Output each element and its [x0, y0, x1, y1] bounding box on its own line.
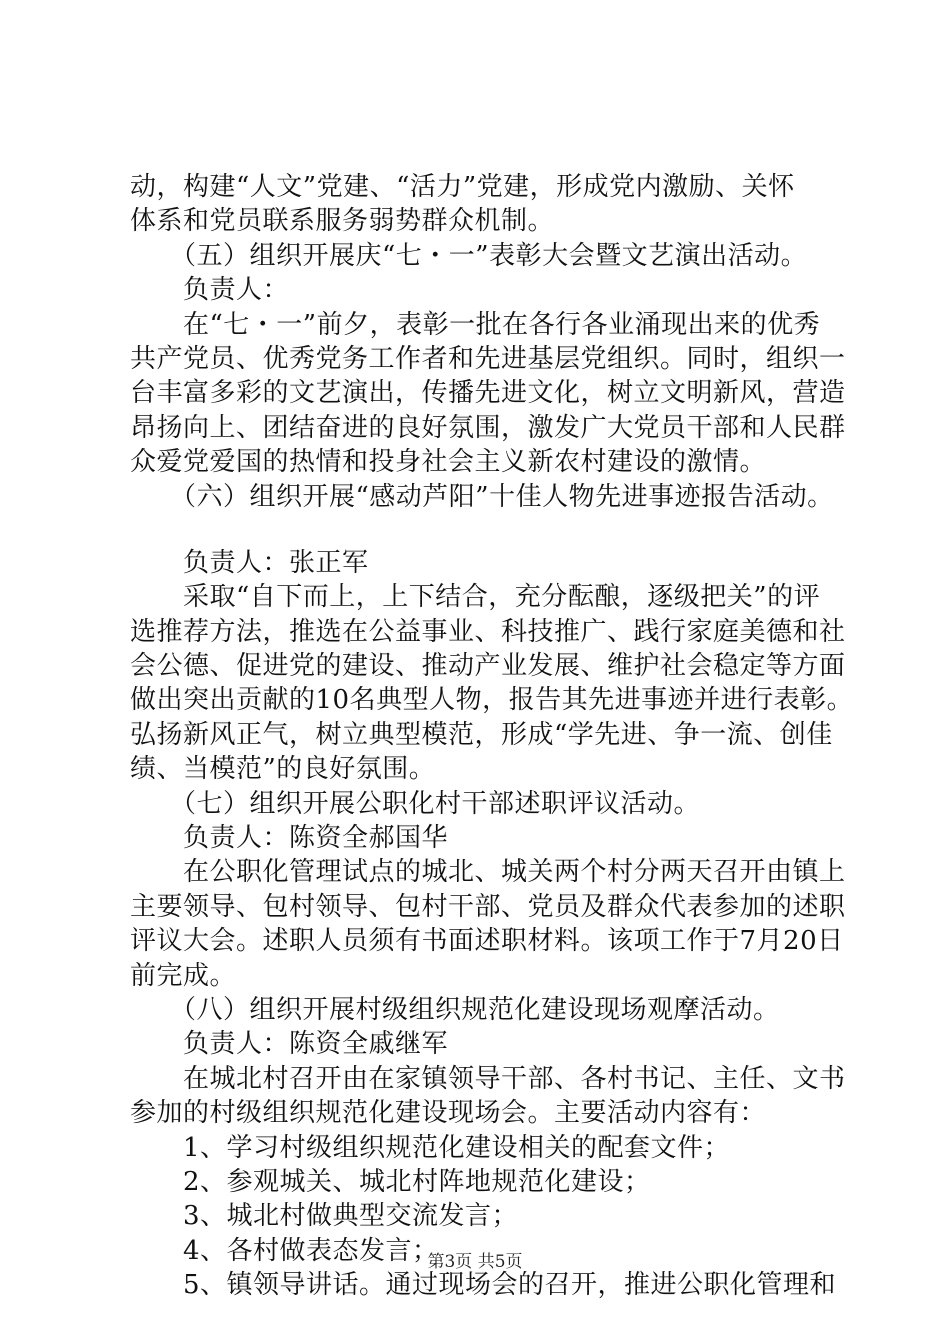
text-line: 主要领导、包村领导、包村干部、党员及群众代表参加的述职 [130, 891, 846, 922]
section-heading: （八）组织开展村级组织规范化建设现场观摩活动。 [130, 994, 780, 1025]
text-line: 弘扬新风正气，树立典型模范，形成“学先进、争一流、创佳 [130, 719, 833, 750]
responsible-person: 负责人：张正军 [130, 547, 369, 578]
text-line: 体系和党员联系服务弱势群众机制。 [130, 206, 555, 237]
text-line: 动，构建“人文”党建、“活力”党建，形成党内激励、关怀 [130, 172, 795, 202]
text-line: 前完成。 [130, 960, 237, 991]
text-line: 选推荐方法，推选在公益事业、科技推广、践行家庭美德和社 [130, 616, 846, 647]
responsible-person: 负责人：陈资全戚继军 [130, 1029, 449, 1060]
section-heading: （七）组织开展公职化村干部述职评议活动。 [130, 788, 701, 819]
list-item: 3、城北村做典型交流发言； [130, 1201, 519, 1232]
text-line: 会公德、促进党的建设、推动产业发展、维护社会稳定等方面 [130, 651, 846, 682]
list-item: 4、各村做表态发言； [130, 1235, 439, 1266]
list-item: 1、学习村级组织规范化建设相关的配套文件； [130, 1132, 731, 1163]
list-item: 5、镇领导讲话。通过现场会的召开，推进公职化管理和 [130, 1270, 837, 1301]
document-body [130, 170, 854, 1303]
text-line: 共产党员、优秀党务工作者和先进基层党组织。同时，组织一 [130, 343, 846, 374]
section-heading: （六）组织开展“感动芦阳”十佳人物先进事迹报告活动。 [130, 481, 834, 512]
text-line: 在城北村召开由在家镇领导干部、各村书记、主任、文书 [130, 1063, 846, 1094]
text-line: 昂扬向上、团结奋进的良好氛围，激发广大党员干部和人民群 [130, 412, 846, 443]
text-line: 众爱党爱国的热情和投身社会主义新农村建设的激情。 [130, 447, 767, 478]
section-heading: （五）组织开展庆“七・一”表彰大会暨文艺演出活动。 [130, 240, 808, 271]
text-line: 绩、当模范”的良好氛围。 [130, 754, 436, 785]
list-item: 2、参观城关、城北村阵地规范化建设； [130, 1166, 651, 1197]
text-line: 采取“自下而上，上下结合，充分酝酿，逐级把关”的评 [130, 582, 821, 613]
text-line: 在“七・一”前夕，表彰一批在各行各业涌现出来的优秀 [130, 309, 821, 340]
text-line: 评议大会。述职人员须有书面述职材料。该项工作于7月20日 [130, 926, 844, 957]
text-line: 在公职化管理试点的城北、城关两个村分两天召开由镇上 [130, 857, 846, 888]
text-line: 参加的村级组织规范化建设现场会。主要活动内容有： [130, 1098, 767, 1129]
responsible-person: 负责人： [130, 275, 290, 306]
responsible-person: 负责人：陈资全郝国华 [130, 823, 449, 854]
text-line: 做出突出贡献的10名典型人物，报告其先进事迹并进行表彰。 [130, 685, 854, 716]
blank-line [130, 514, 830, 546]
text-line: 台丰富多彩的文艺演出，传播先进文化，树立文明新风，营造 [130, 378, 846, 409]
page-number-footer: 第3页 共5页 [427, 1252, 523, 1272]
